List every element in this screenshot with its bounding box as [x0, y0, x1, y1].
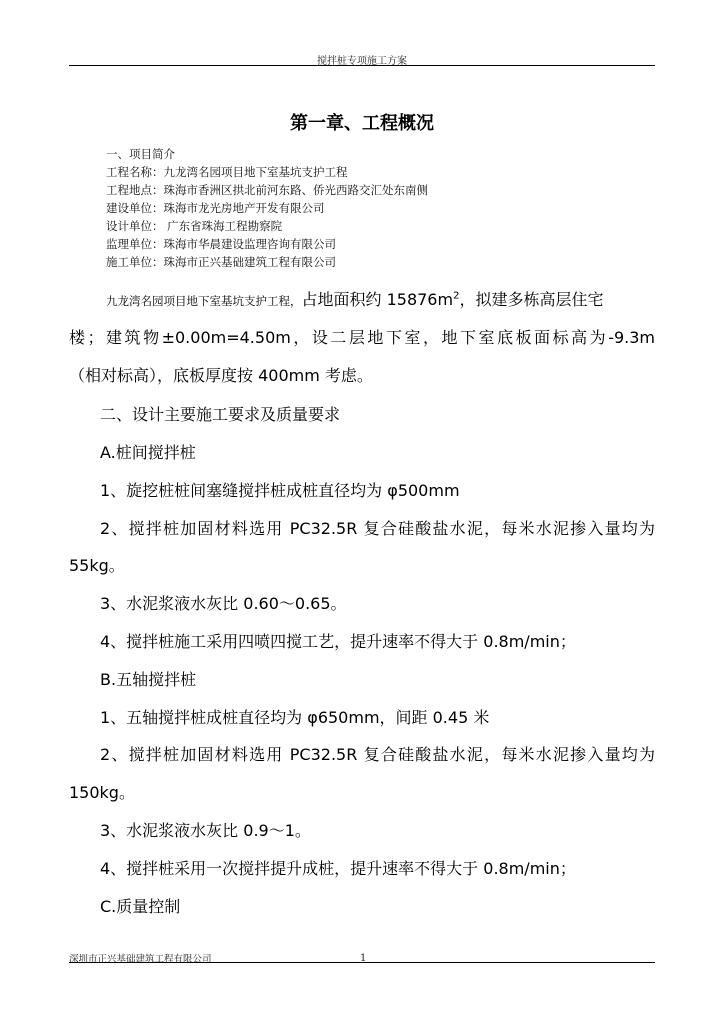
intro-item-supervisor: 监理单位：珠海市华晨建设监理咨询有限公司	[106, 237, 336, 251]
partA-item4: 4、搅拌桩施工采用四喷四搅工艺，提升速率不得大于 0.8m/min；	[100, 632, 576, 651]
chapter-title: 第一章、工程概况	[290, 113, 434, 134]
intro-item-builder: 建设单位：珠海市龙光房地产开发有限公司	[106, 201, 325, 215]
intro-item-contractor: 施工单位：珠海市正兴基础建筑工程有限公司	[106, 255, 336, 269]
para1-lead: 九龙湾名园项目地下室基坑支护工程，	[106, 294, 302, 308]
para1-line1	[106, 287, 603, 310]
partA-item3: 3、水泥浆液水灰比 0.60～0.65。	[100, 594, 347, 613]
intro-item-project-name: 工程名称：九龙湾名园项目地下室基坑支护工程	[106, 165, 348, 179]
para1-superscript: 2	[453, 290, 460, 302]
para1-line2: 楼；建筑物±0.00m=4.50m，设二层地下室，地下室底板面标高为-9.3m	[69, 328, 655, 347]
partB-item1: 1、五轴搅拌桩成桩直径均为 φ650mm，间距 0.45 米	[100, 708, 490, 727]
intro-heading: 一、项目简介	[106, 147, 175, 161]
partA-heading: A.桩间搅拌桩	[100, 443, 196, 462]
footer-rule	[69, 962, 655, 963]
partB-heading: B.五轴搅拌桩	[100, 670, 197, 689]
intro-item-designer: 设计单位： 广东省珠海工程勘察院	[106, 219, 283, 233]
page-header: 搅拌桩专项施工方案	[317, 56, 407, 67]
partB-item3: 3、水泥浆液水灰比 0.9～1。	[100, 821, 311, 840]
partB-item2: 2、搅拌桩加固材料选用 PC32.5R 复合硅酸盐水泥，每米水泥掺入量均为	[100, 745, 655, 764]
page-number: 1	[360, 953, 367, 964]
para1-area: 占地面积约 15876m	[301, 290, 454, 309]
partA-item2: 2、搅拌桩加固材料选用 PC32.5R 复合硅酸盐水泥，每米水泥掺入量均为	[100, 519, 655, 538]
partB-item4: 4、搅拌桩采用一次搅拌提升成桩，提升速率不得大于 0.8m/min；	[100, 859, 576, 878]
para1-line3: （相对标高），底板厚度按 400mm 考虑。	[69, 366, 373, 385]
footer-company: 深圳市正兴基础建筑工程有限公司	[69, 954, 212, 965]
partA-item1: 1、旋挖桩桩间塞缝搅拌桩成桩直径均为 φ500mm	[100, 481, 460, 500]
section2-heading: 二、设计主要施工要求及质量要求	[100, 405, 341, 424]
header-rule	[69, 65, 655, 66]
partC-heading: C.质量控制	[100, 897, 181, 916]
partB-item2-cont: 150kg。	[69, 783, 135, 802]
partA-item2-cont: 55kg。	[69, 556, 125, 575]
intro-item-location: 工程地点：珠海市香洲区拱北前河东路、侨光西路交汇处东南侧	[106, 183, 428, 197]
para1-line1-end: ，拟建多栋高层住宅	[459, 290, 604, 309]
